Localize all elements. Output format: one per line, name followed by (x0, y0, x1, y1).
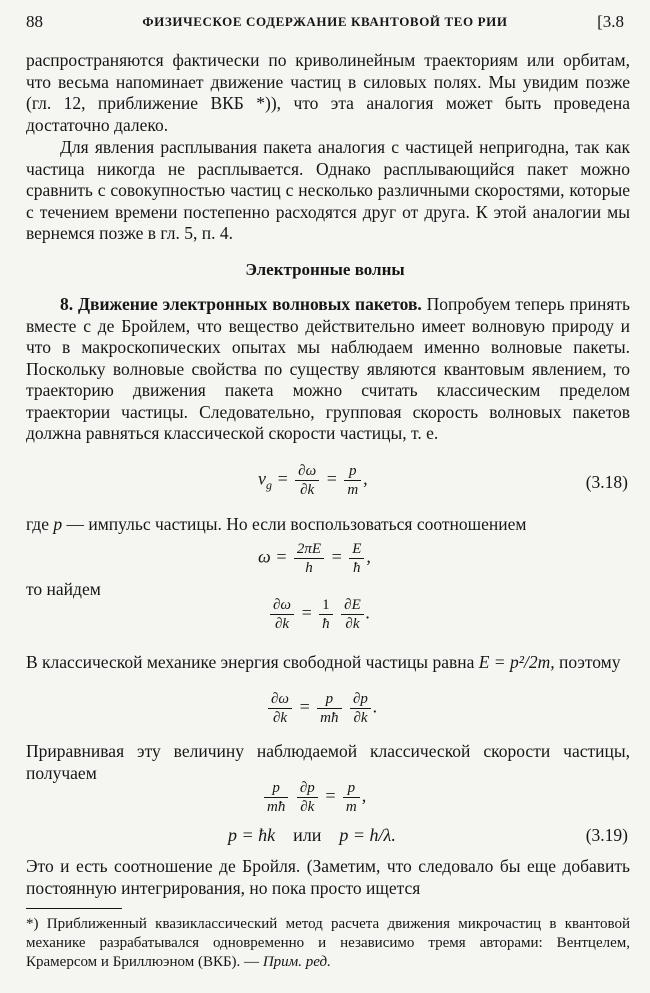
equation-omega: ω = $\frac{2\pi E}{h}$ = $\frac{E}{ħ}$ , (258, 541, 371, 576)
equation-number-3-19: (3.19) (585, 825, 628, 845)
paragraph-4: где p — импульс частицы. Но если воспользоваться соотношением (26, 514, 527, 534)
paragraph-1: распространяются фактически по криволинейным траекториям или орбитам, что весьма напоминает движение частиц в силовых полях. Мы увидим позже (гл. 12, приближение ВКБ *)), что эта аналогия может быть проведена достаточно далеко. (26, 50, 630, 135)
paragraph-3 (26, 294, 630, 445)
paragraph-3-text: Попробуем теперь принять вместе с де Бройлем, что вещество действительно имеет волновую природу и что в макроскопических опытах мы наблюдаем именно волновые пакеты. Поскольку волновые свойства по существу являются квантовым явлением, то траекторию движения пакета можно считать классическим пределом траектории частицы. Следовательно, групповая скорость волновых пакетов должна равняться классической скорости частицы, т. е. (26, 294, 630, 443)
running-title: ФИЗИЧЕСКОЕ СОДЕРЖАНИЕ КВАНТОВОЙ ТЕО РИИ (142, 14, 508, 29)
equation-number-3-18: (3.18) (585, 472, 628, 492)
page-header (26, 10, 624, 36)
page-number: 88 (26, 12, 43, 31)
footnote: *) Приближенный квазиклассический метод расчета движения микрочастиц в квантовой механике разрабатывался одновременно и независимо тремя авторами: Вентцелем, Крамерсом и Бриллюэном (ВКБ). — Прим. ред. (26, 916, 630, 970)
equation-domega-p: $\frac{\partial\omega}{\partial k}$ = $\frac{p}{mħ}$ $\frac{\partial p}{\partial k}$ . (266, 690, 377, 727)
paragraph-2: Для явления расплывания пакета аналогия с частицей непригодна, так как частица никогда не расплывается. Однако расплывающийся пакет можно сравнить с совокупностью частиц с несколько различными скоростями, которые с течением времени постепенно расходятся друг от друга. К этой аналогии мы вернемся позже в гл. 5, п. 4. (26, 137, 630, 243)
paragraph-7: Приравнивая эту величину наблюдаемой классической скорости частицы, получаем (26, 741, 630, 783)
section-marker: [3.8 (597, 12, 624, 31)
equation-3-18: $v_g$ = $\frac{\partial\omega}{\partial k}$ = $\frac{p}{m}$ , (258, 463, 368, 498)
footnote-rule (26, 908, 122, 909)
subsection-heading: 8. Движение электронных волновых пакетов. (60, 294, 422, 314)
equation-domega: $\frac{\partial\omega}{\partial k}$ = $\frac{1}{ħ}$ $\frac{\partial E}{\partial k}$ . (268, 596, 370, 633)
paragraph-8: Это и есть соотношение де Бройля. (Заметим, что следовало бы еще добавить постоянную интегрирования, но пока просто ищется (26, 856, 630, 898)
equation-3-19: p = ħk или p = h/λ. (228, 825, 396, 845)
equation-equal: $\frac{p}{mħ}$ $\frac{\partial p}{\partial k}$ = $\frac{p}{m}$ , (262, 779, 366, 816)
paragraph-5: то найдем (26, 579, 101, 599)
paragraph-6: В классической механике энергия свободной частицы равна E = p²/2m, поэтому (26, 652, 621, 672)
section-heading: Электронные волны (245, 260, 405, 279)
